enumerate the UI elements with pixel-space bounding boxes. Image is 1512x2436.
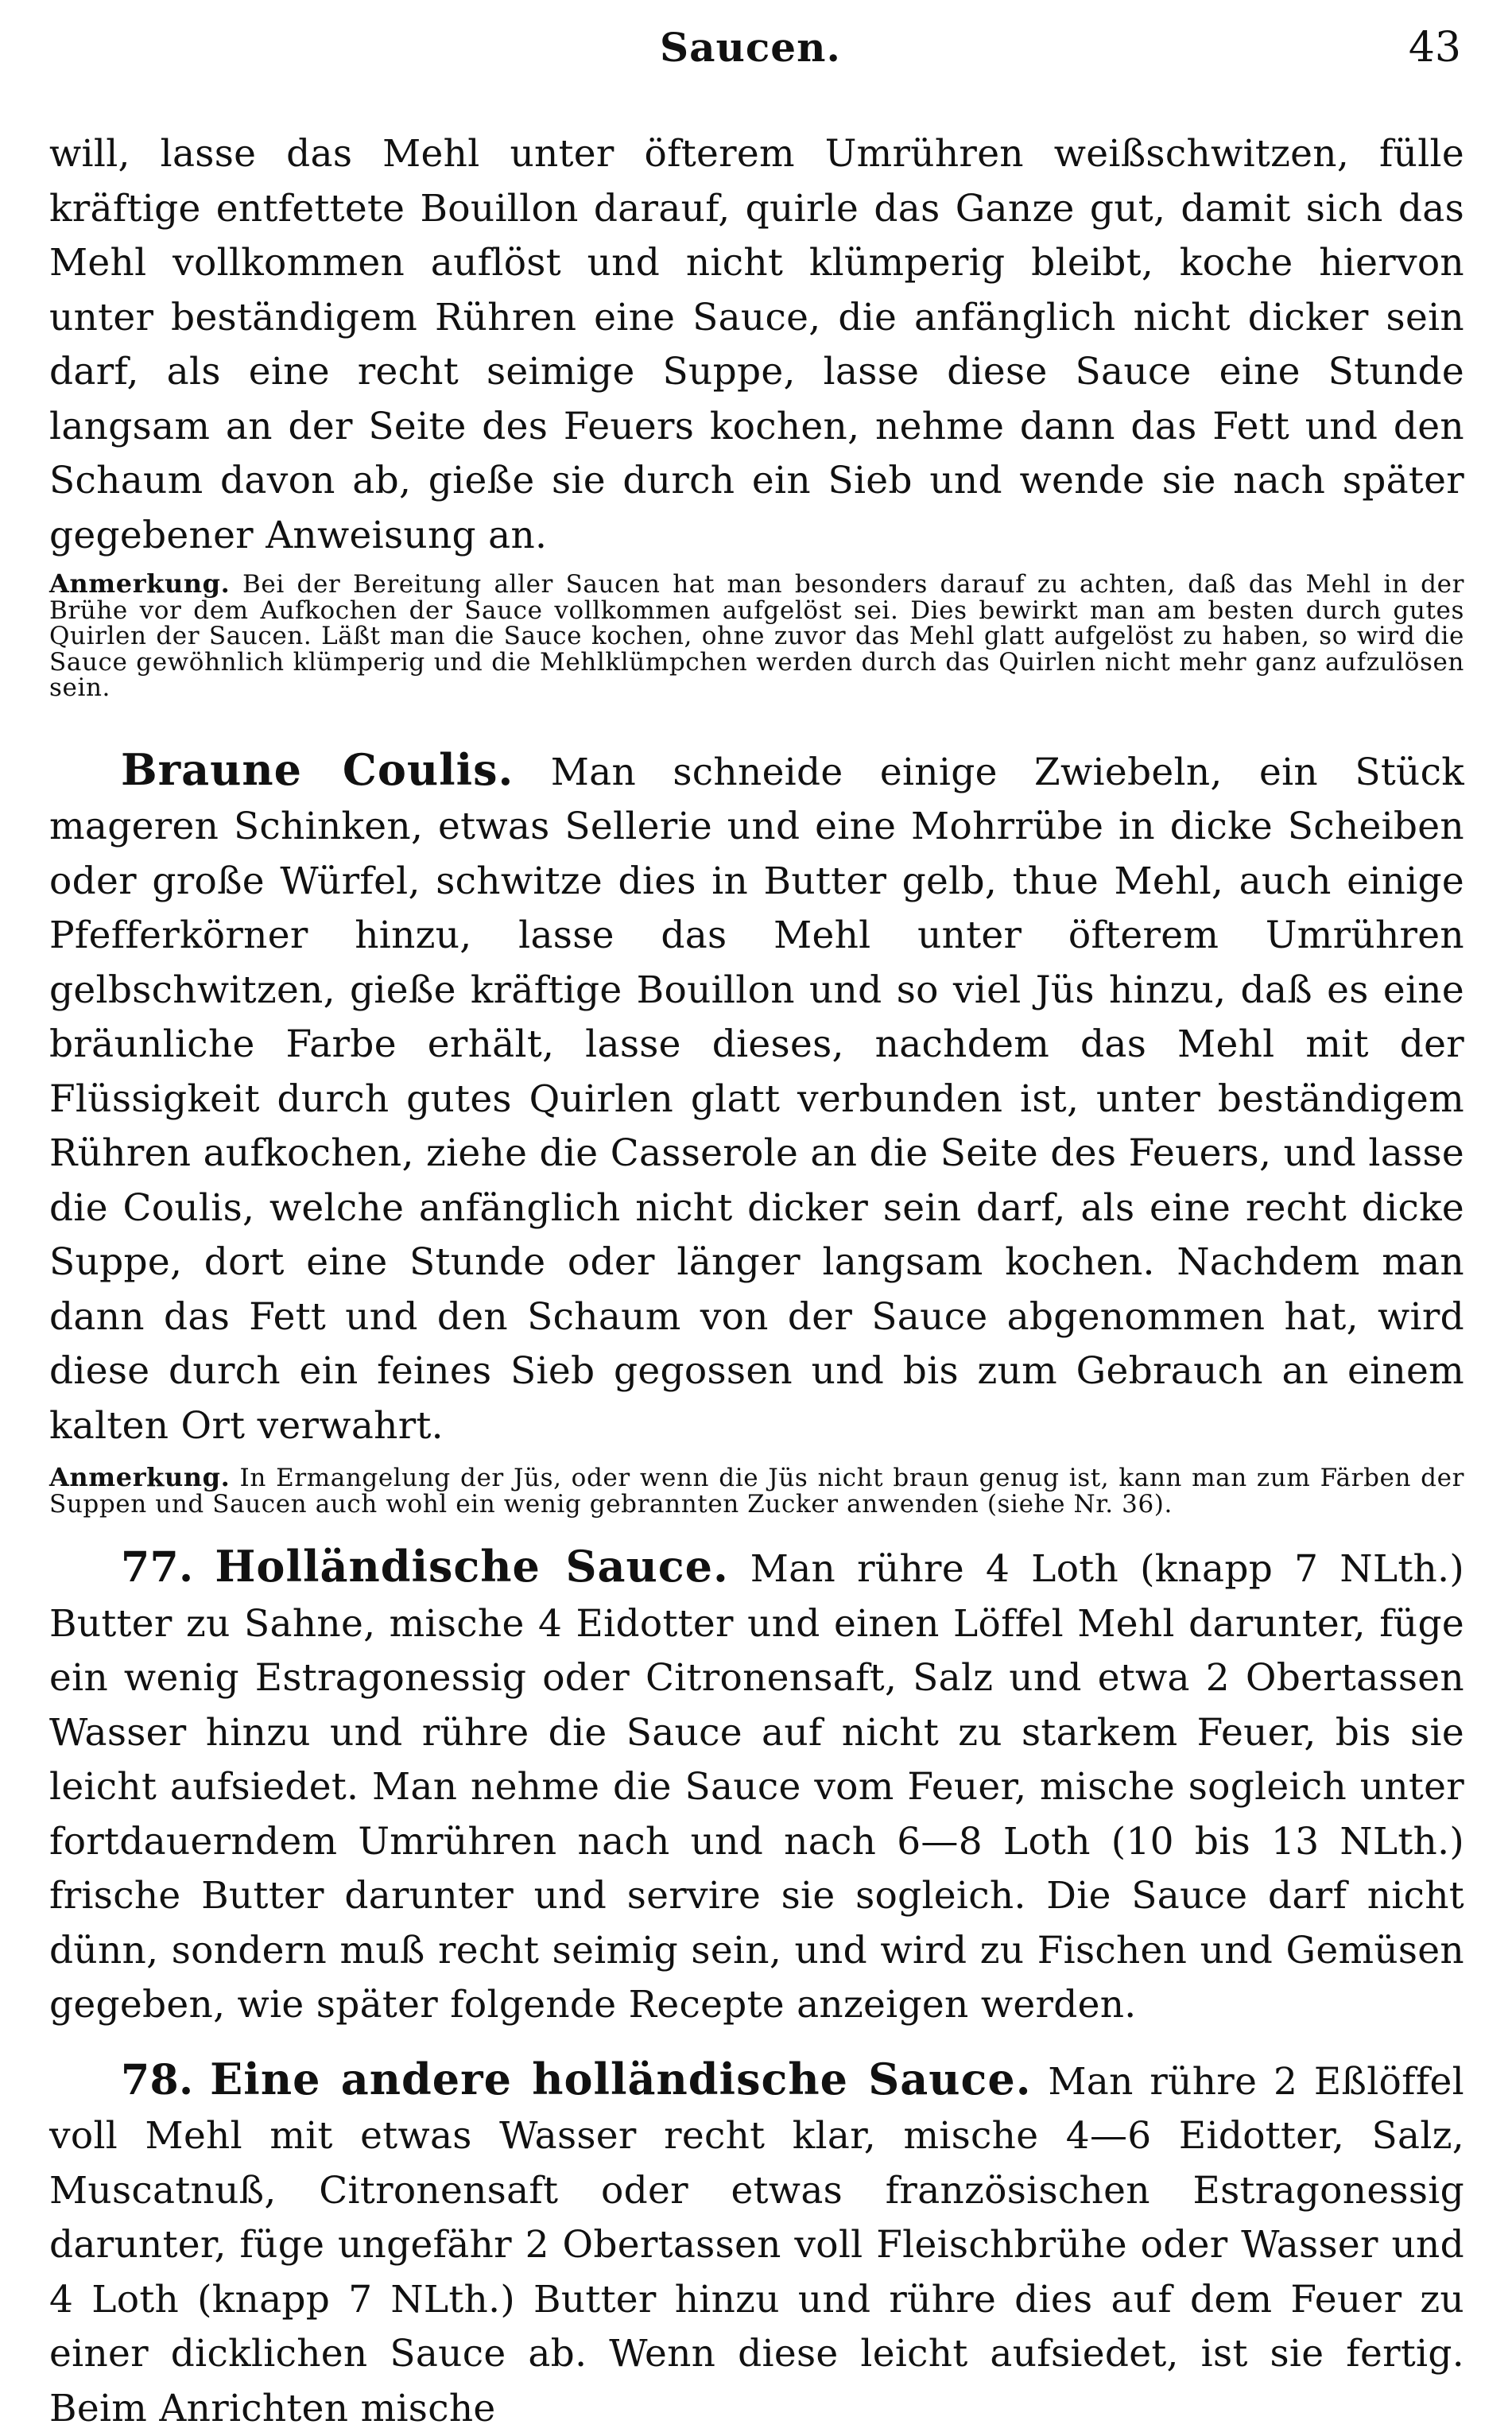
- note-paragraph-2: [49, 1464, 1464, 1517]
- running-header: [0, 24, 1512, 80]
- recipe-78-paragraph: [49, 2052, 1464, 2436]
- note-label: Anmerkung.: [49, 568, 230, 599]
- note-label: Anmerkung.: [49, 1462, 230, 1492]
- note-text: Bei der Bereitung aller Saucen hat man besonders darauf zu achten, daß das Mehl in der Brühe vor dem Aufkochen der Sauce vollkommen aufgelöst sei. Dies bewirkt man am besten durch gutes Quirlen der Saucen. Läßt man die Sauce kochen, ohne zuvor das Mehl glatt aufgelöst zu haben, so wird die Sauce gewöhnlich klümperig und die Mehlklümpchen werden durch das Quirlen nicht mehr ganz aufzulösen sein.: [49, 570, 1464, 702]
- page-number: 43: [1409, 24, 1461, 72]
- section-heading-coulis: Braune Coulis.: [121, 744, 514, 795]
- recipe-text: Man rühre 2 Eßlöffel voll Mehl mit etwas Wasser recht klar, mische 4—6 Eidotter, Salz, Muscatnuß, Citronensaft oder etwas französischen Estragonessig darunter, füge ungefähr 2 Obertassen voll Fleischbrühe oder Wasser und 4 Loth (knapp 7 NLth.) Butter hinzu und rühre dies auf dem Feuer zu einer dicklichen Sauce ab. Wenn diese leicht aufsiedet, ist sie fertig. Beim Anrichten mische: [49, 2060, 1464, 2430]
- recipe-text: Man rühre 4 Loth (knapp 7 NLth.) Butter zu Sahne, mische 4 Eidotter und einen Löffel Mehl darunter, füge ein wenig Estragonessig oder Citronensaft, Salz und etwa 2 Obertassen Wasser hinzu und rühre die Sauce auf nicht zu starkem Feuer, bis sie leicht aufsiedet. Man nehme die Sauce vom Feuer, mische sogleich unter fortdauerndem Umrühren nach und nach 6—8 Loth (10 bis 13 NLth.) frische Butter darunter und servire sie sogleich. Die Sauce darf nicht dünn, sondern muß recht seimig sein, und wird zu Fischen und Gemüsen gegeben, wie später folgende Recepte anzeigen werden.: [49, 1547, 1464, 2027]
- intro-paragraph: will, lasse das Mehl unter öfterem Umrühren weißschwitzen, fülle kräftige entfettete Bouillon darauf, quirle das Ganze gut, damit sich das Mehl vollkommen auflöst und nicht klümperig bleibt, koche hiervon unter beständigem Rühren eine Sauce, die anfänglich nicht dicker sein darf, als eine recht seimige Suppe, lasse diese Sauce eine Stunde langsam an der Seite des Feuers kochen, nehme dann das Fett und den Schaum davon ab, gieße sie durch ein Sieb und wende sie nach später gegebener Anweisung an.: [49, 127, 1464, 563]
- text-block: [49, 127, 1464, 2436]
- coulis-paragraph: [49, 743, 1464, 1454]
- recipe-number: 78.: [121, 2056, 193, 2104]
- note-paragraph-1: [49, 571, 1464, 701]
- recipe-number: 77.: [121, 1543, 193, 1592]
- coulis-text: Man schneide einige Zwiebeln, ein Stück mageren Schinken, etwas Sellerie und eine Mohrrübe in dicke Scheiben oder große Würfel, schwitze dies in Butter gelb, thue Mehl, auch einige Pfefferkörner hinzu, lasse das Mehl unter öfterem Umrühren gelbschwitzen, gieße kräftige Bouillon und so viel Jüs hinzu, daß es eine bräunliche Farbe erhält, lasse dieses, nachdem das Mehl mit der Flüssigkeit durch gutes Quirlen glatt verbunden ist, unter beständigem Rühren aufkochen, ziehe die Casserole an die Seite des Feuers, und lasse die Coulis, welche anfänglich nicht dicker sein darf, als eine recht dicke Suppe, dort eine Stunde oder länger langsam kochen. Nachdem man dann das Fett und den Schaum von der Sauce abgenommen hat, wird diese durch ein feines Sieb gegossen und bis zum Gebrauch an einem kalten Ort verwahrt.: [49, 751, 1464, 1448]
- note-text: In Ermangelung der Jüs, oder wenn die Jüs nicht braun genug ist, kann man zum Färben der Suppen und Saucen auch wohl ein wenig gebrannten Zucker anwenden (siehe Nr. 36).: [49, 1464, 1464, 1519]
- recipe-heading: Holländische Sauce.: [215, 1541, 728, 1592]
- running-title: Saucen.: [660, 24, 841, 71]
- recipe-heading: Eine andere holländische Sauce.: [210, 2054, 1031, 2104]
- recipe-77-paragraph: [49, 1539, 1464, 2033]
